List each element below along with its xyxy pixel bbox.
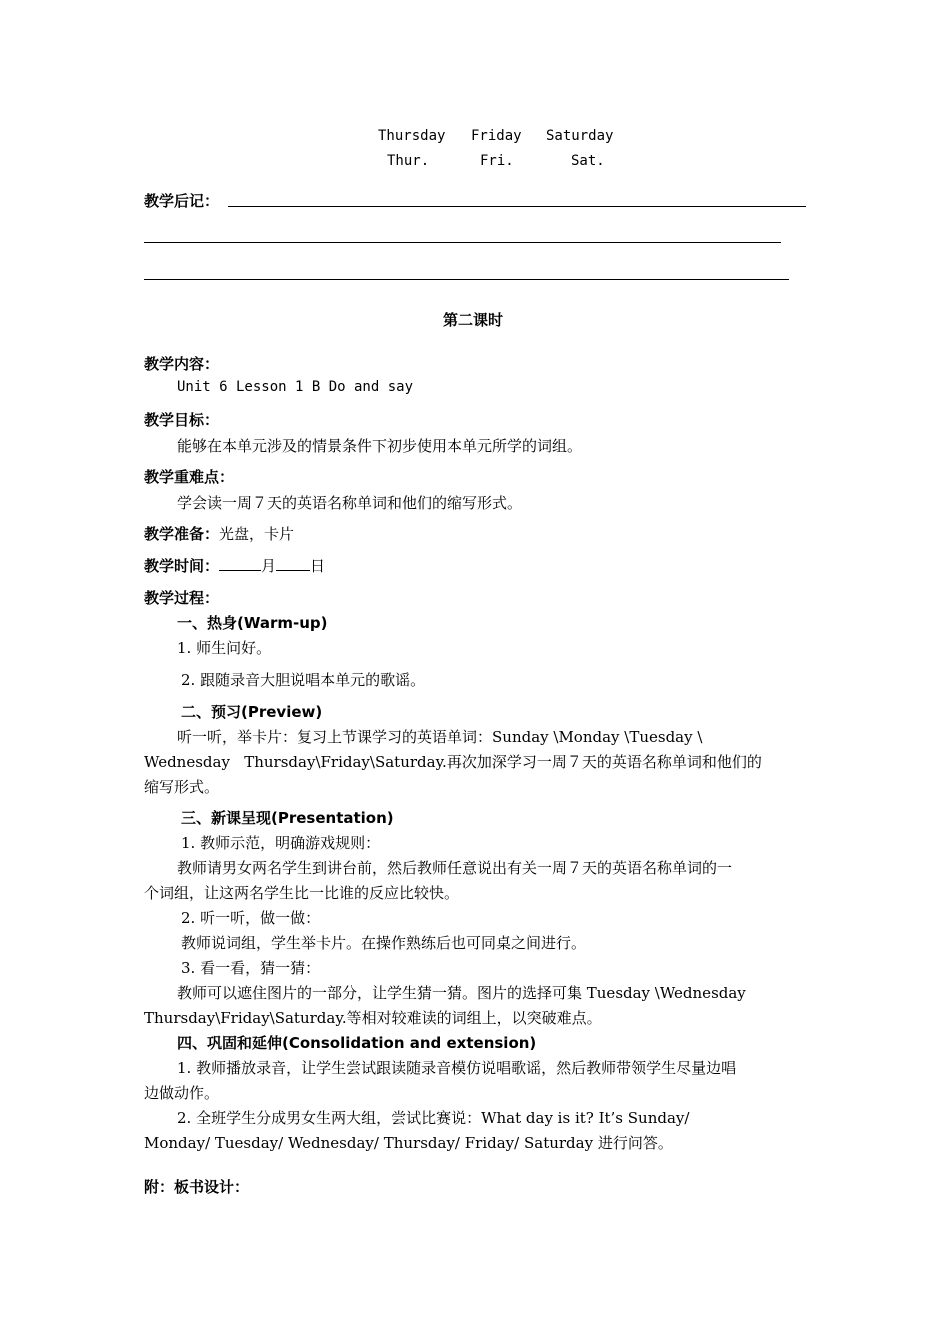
preview-heading: 二、预习(Preview) [181,703,323,721]
consolidation-line-1: 1. 教师播放录音，让学生尝试跟读随录音模仿说唱歌谣，然后教师带领学生尽量边唱 [177,1059,737,1077]
preview-line-3: 缩写形式。 [144,778,220,796]
day-thursday: Thursday [378,128,446,144]
content-text: Unit 6 Lesson 1 B Do and say [177,379,414,395]
day-saturday: Saturday [546,128,614,144]
presentation-line-5: 教师说词组，学生举卡片。在操作熟练后也可同桌之间进行。 [181,934,587,952]
time-row [144,555,325,576]
appendix-label: 附：板书设计： [144,1178,250,1196]
lesson-title: 第二课时 [443,311,504,329]
afterword-line-1 [228,206,806,207]
key-points-label: 教学重难点： [144,468,235,486]
presentation-line-2: 教师请男女两名学生到讲台前，然后教师任意说出有关一周７天的英语名称单词的一 [177,859,733,877]
abbr-thursday: Thur. [387,153,430,169]
warmup-item-1: 1. 师生问好。 [177,639,272,657]
month-label: 月 [261,557,277,575]
prep-text: 光盘，卡片 [219,525,295,543]
prep-row [144,523,294,544]
goal-text: 能够在本单元涉及的情景条件下初步使用本单元所学的词组。 [177,437,583,455]
consolidation-heading: 四、巩固和延伸(Consolidation and extension) [177,1034,537,1052]
afterword-line-2 [144,242,781,243]
presentation-line-7: 教师可以遮住图片的一部分，让学生猜一猜。图片的选择可集 Tuesday \Wednesday [177,984,746,1002]
afterword-line-3 [144,279,789,280]
warmup-heading: 一、热身(Warm-up) [177,614,328,632]
preview-line-2: Wednesday Thursday\Friday\Saturday.再次加深学习一周７天的英语名称单词和他们的 [144,753,762,771]
key-points-text: 学会读一周７天的英语名称单词和他们的缩写形式。 [177,494,523,512]
presentation-line-6: 3. 看一看，猜一猜： [181,959,321,977]
afterword-label: 教学后记： [144,192,220,210]
presentation-line-3: 个词组，让这两名学生比一比谁的反应比较快。 [144,884,460,902]
presentation-line-1: 1. 教师示范，明确游戏规则： [181,834,381,852]
abbr-saturday: Sat. [571,153,605,169]
goal-label: 教学目标： [144,411,220,429]
presentation-line-8: Thursday\Friday\Saturday.等相对较难读的词组上，以突破难点。 [144,1009,602,1027]
presentation-heading: 三、新课呈现(Presentation) [181,809,394,827]
warmup-item-2: 2. 跟随录音大胆说唱本单元的歌谣。 [181,671,426,689]
day-friday: Friday [471,128,522,144]
day-blank[interactable] [276,556,310,571]
day-label: 日 [310,557,326,575]
process-label: 教学过程： [144,589,220,607]
month-blank[interactable] [219,556,261,571]
abbr-friday: Fri. [480,153,514,169]
consolidation-line-2: 边做动作。 [144,1084,220,1102]
time-label: 教学时间： [144,557,220,575]
presentation-line-4: 2. 听一听，做一做： [181,909,321,927]
content-label: 教学内容： [144,355,220,373]
prep-label: 教学准备： [144,525,220,543]
consolidation-line-3: 2. 全班学生分成男女生两大组，尝试比赛说：What day is it? It’s Sunday/ [177,1109,690,1127]
preview-line-1: 听一听，举卡片：复习上节课学习的英语单词：Sunday \Monday \Tuesday \ [177,728,703,746]
consolidation-line-4: Monday/ Tuesday/ Wednesday/ Thursday/ Friday/ Saturday 进行问答。 [144,1134,673,1152]
